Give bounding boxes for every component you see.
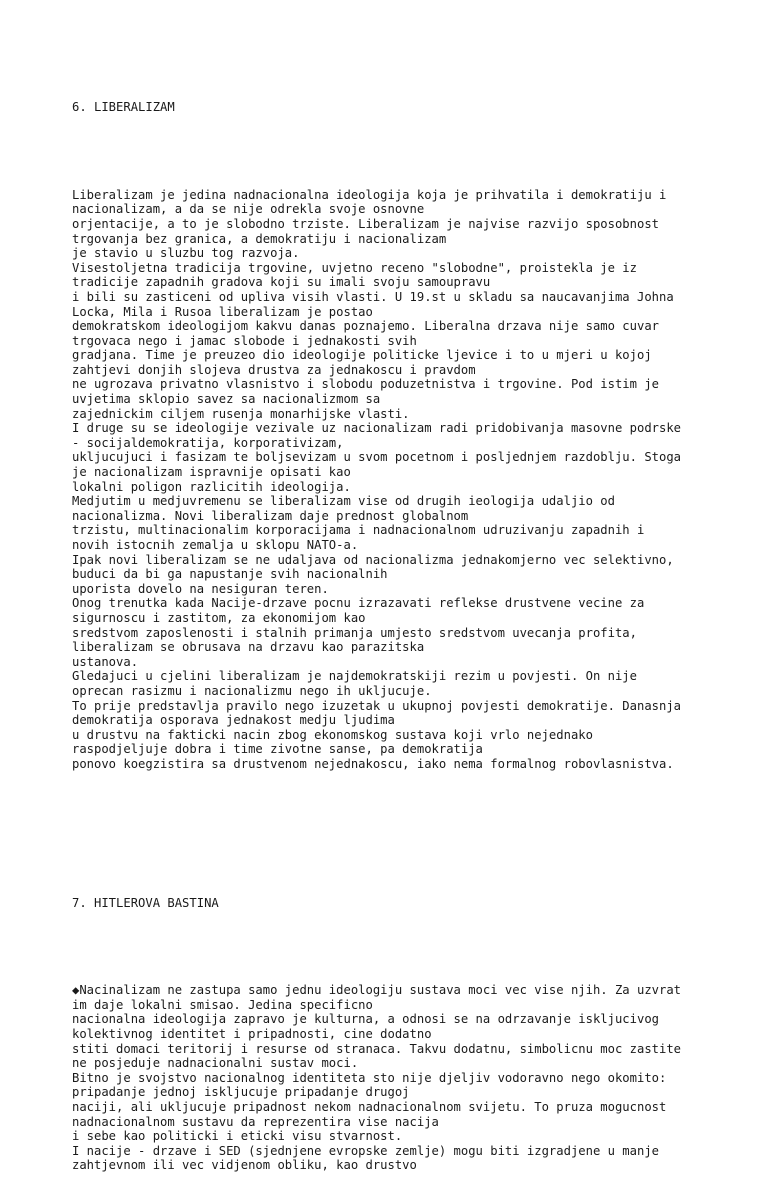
text-line: ponovo koegzistira sa drustvenom nejednakoscu, iako nema formalnog robovlasnistva. [72, 756, 674, 771]
text-line: stiti domaci teritorij i resurse od stranaca. Takvu dodatnu, simbolicnu moc zastite [72, 1041, 682, 1056]
spacer [72, 939, 762, 954]
text-line: je stavio u sluzbu tog razvoja. [72, 246, 300, 261]
text-line: sredstvom zaposlenosti i stalnih primanja umjesto sredstvom uvecanja profita, [72, 625, 637, 640]
document-page [72, 71, 762, 1188]
text-line: ne ugrozava privatno vlasnistvo i slobodu poduzetnistva i trgovine. Pod istim je [72, 377, 659, 392]
spacer [72, 144, 762, 159]
text-line: ukljucujuci i fasizam te boljsevizam u svom pocetnom i posljednjem razdoblju. Stoga [72, 450, 682, 465]
text-line: nacionalizma. Novi liberalizam daje prednost globalnom [72, 508, 469, 523]
text-line: raspodjeljuje dobra i time zivotne sanse, pa demokratija [72, 742, 483, 757]
text-line: zajednickim ciljem rusenja monarhijske vlasti. [72, 406, 410, 421]
text-line: im daje lokalni smisao. Jedina specificno [72, 997, 373, 1012]
text-line: I druge su se ideologije vezivale uz nacionalizam radi pridobivanja masovne podrske [72, 421, 682, 436]
text-line: je nacionalizam ispravnije opisati kao [72, 465, 351, 480]
text-line: novih istocnih zemalja u sklopu NATO-a. [72, 538, 359, 552]
text-line: I nacije - drzave i SED (sjednjene evropske zemlje) mogu biti izgradjene u manje [72, 1143, 659, 1158]
text-line: naciji, ali ukljucuje pripadnost nekom nadnacionalnom svijetu. To pruza mogucnost [72, 1099, 667, 1114]
section-body [72, 188, 762, 772]
text-line: Ipak novi liberalizam se ne udaljava od nacionalizma jednakomjerno vec selektivno, [72, 552, 674, 567]
section-body [72, 983, 762, 1173]
text-line: trzistu, multinacionalim korporacijama i nadnacionalnom udruzivanju zapadnih i [72, 523, 645, 538]
text-line: Visestoljetna tradicija trgovine, uvjetno receno "slobodne", proistekla je iz [72, 260, 637, 275]
text-line: demokratija osporava jednakost medju ljudima [72, 713, 395, 728]
text-line: kolektivnog identitet i pripadnosti, cine dodatno [72, 1027, 432, 1041]
text-line: trgovanja bez granica, a demokratiju i nacionalizam [72, 231, 447, 246]
text-line: u drustvu na fakticki nacin zbog ekonomskog sustava koji vrlo nejednako [72, 727, 593, 742]
text-line: Bitno je svojstvo nacionalnog identiteta sto nije djeljiv vodoravno nego okomito: [72, 1070, 667, 1085]
text-line: zahtjevi donjih slojeva drustva za jednakoscu i pravdom [72, 362, 476, 377]
text-line: nacionalizam, a da se nije odrekla svoje osnovne [72, 202, 425, 217]
text-line: oprecan rasizmu i nacionalizmu nego ih ukljucuje. [72, 683, 432, 698]
text-line: demokratskom ideologijom kakvu danas poznajemo. Liberalna drzava nije samo cuvar [72, 319, 659, 334]
text-line: Onog trenutka kada Nacije-drzave pocnu izrazavati reflekse drustvene vecine za [72, 596, 645, 611]
text-line: uvjetima sklopio savez sa nacionalizmom sa [72, 392, 381, 407]
section-heading: 7. HITLEROVA BASTINA [72, 895, 219, 910]
text-line: liberalizam se obrusava na drzavu kao parazitska [72, 640, 425, 655]
text-line: orjentacije, a to je slobodno trziste. Liberalizam je najvise razvijo sposobnost [72, 216, 659, 231]
text-line: Medjutim u medjuvremenu se liberalizam vise od drugih ieologija udaljio od [72, 494, 615, 509]
text-line: tradicije zapadnih gradova koji su imali svoju samoupravu [72, 275, 491, 290]
spacer [72, 801, 762, 823]
text-line: ne posjeduje nadnacionalni sustav moci. [72, 1056, 359, 1071]
text-line: Liberalizam je jedina nadnacionalna ideologija koja je prihvatila i demokratiju i [72, 187, 667, 202]
text-line: ◆Nacinalizam ne zastupa samo jednu ideologiju sustava moci vec vise njih. Za uzvrat [72, 983, 682, 998]
text-line: nacionalna ideologija zapravo je kulturna, a odnosi se na odrzavanje iskljucivog [72, 1012, 659, 1027]
text-line: ustanova. [72, 654, 139, 669]
section-heading: 6. LIBERALIZAM [72, 100, 175, 115]
text-line: lokalni poligon razlicitih ideologija. [72, 479, 351, 494]
text-line: i bili su zasticeni od upliva visih vlasti. U 19.st u skladu sa naucavanjima Johna [72, 289, 674, 304]
text-line: To prije predstavlja pravilo nego izuzetak u ukupnoj povjesti demokratije. Danasnja [72, 698, 682, 713]
text-line: Locka, Mila i Rusoa liberalizam je postao [72, 304, 373, 319]
text-line: i sebe kao politicki i eticki visu stvarnost. [72, 1129, 403, 1144]
text-line: zahtjevnom ili vec vidjenom obliku, kao drustvo [72, 1158, 417, 1173]
text-line: sigurnoscu i zastitom, za ekonomijom kao [72, 610, 366, 625]
text-line: pripadanje jednoj iskljucuje pripadanje drugoj [72, 1085, 410, 1100]
spacer [72, 852, 762, 867]
text-line: gradjana. Time je preuzeo dio ideologije politicke ljevice i to u mjeri u kojoj [72, 348, 652, 363]
text-line: Gledajuci u cjelini liberalizam je najdemokratskiji rezim u povjesti. On nije [72, 669, 637, 684]
text-line: trgovaca nego i jamac slobode i jednakosti svih [72, 333, 417, 348]
text-line: nadnacionalnom sustavu da reprezentira vise nacija [72, 1114, 439, 1129]
text-line: uporista dovelo na nesiguran teren. [72, 581, 329, 596]
text-line: - socijaldemokratija, korporativizam, [72, 435, 344, 450]
text-line: buduci da bi ga napustanje svih nacionalnih [72, 567, 388, 582]
